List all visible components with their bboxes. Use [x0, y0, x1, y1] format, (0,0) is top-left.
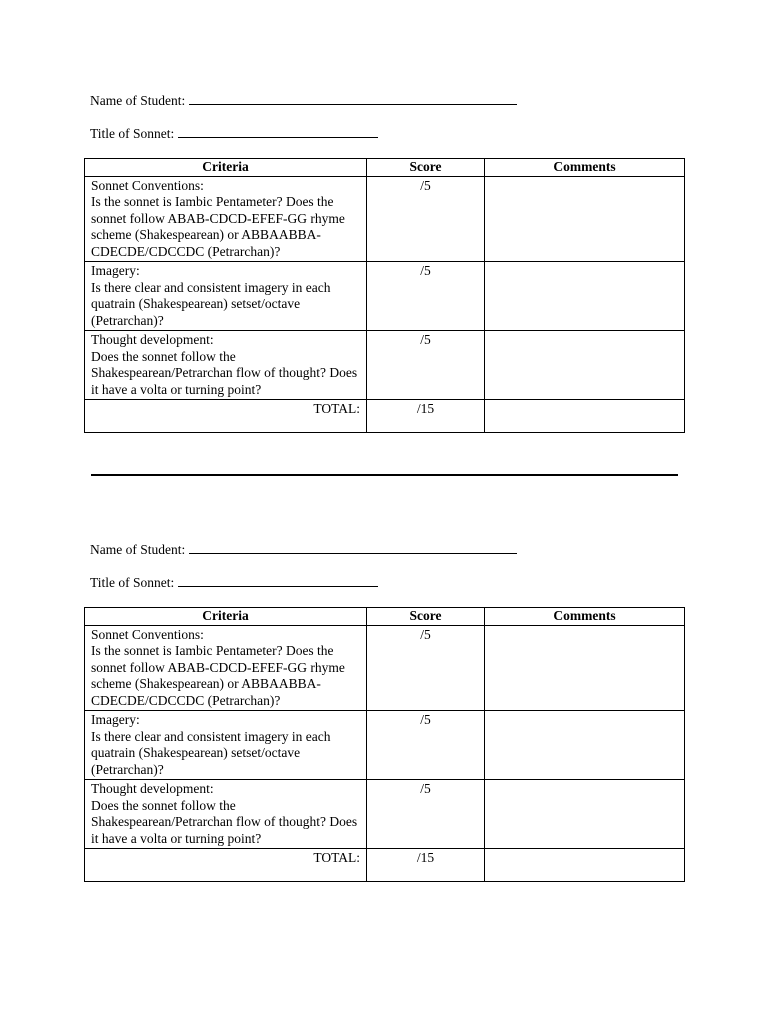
criteria-cell: [85, 176, 367, 262]
criteria-title: Thought development:: [91, 781, 214, 796]
comments-cell[interactable]: [485, 625, 685, 711]
sonnet-title-label: Title of Sonnet:: [90, 575, 175, 590]
criteria-title: Imagery:: [91, 263, 140, 278]
comments-cell[interactable]: [485, 711, 685, 780]
sonnet-title-label: Title of Sonnet:: [90, 126, 175, 141]
table-header-row: [85, 159, 685, 177]
criteria-cell: [85, 780, 367, 849]
total-label: TOTAL:: [85, 400, 367, 433]
criteria-title: Imagery:: [91, 712, 140, 727]
header-criteria: Criteria: [85, 608, 367, 626]
table-row: [85, 262, 685, 331]
criteria-description: Is there clear and consistent imagery in each quatrain (Shakespearean) setset/octave (Petrarchan)?: [91, 728, 331, 777]
student-name-line[interactable]: [189, 541, 517, 554]
total-row: [85, 400, 685, 433]
header-comments: Comments: [485, 608, 685, 626]
total-comments-cell[interactable]: [485, 849, 685, 882]
sonnet-title-field: [90, 125, 378, 142]
student-name-line[interactable]: [189, 92, 517, 105]
table-row: [85, 780, 685, 849]
header-criteria: Criteria: [85, 159, 367, 177]
comments-cell[interactable]: [485, 780, 685, 849]
student-name-field: [90, 92, 517, 109]
criteria-cell: [85, 262, 367, 331]
student-name-field: [90, 541, 517, 558]
rubric-table: [84, 607, 685, 882]
criteria-cell: [85, 711, 367, 780]
table-row: [85, 176, 685, 262]
total-comments-cell[interactable]: [485, 400, 685, 433]
table-row: [85, 711, 685, 780]
score-cell: /5: [367, 711, 485, 780]
score-cell: /5: [367, 176, 485, 262]
student-name-label: Name of Student:: [90, 93, 186, 108]
header-score: Score: [367, 608, 485, 626]
table-row: [85, 625, 685, 711]
student-name-label: Name of Student:: [90, 542, 186, 557]
sonnet-title-line[interactable]: [178, 125, 378, 138]
table-header-row: [85, 608, 685, 626]
comments-cell[interactable]: [485, 262, 685, 331]
criteria-description: Is there clear and consistent imagery in each quatrain (Shakespearean) setset/octave (Petrarchan)?: [91, 279, 331, 328]
score-cell: /5: [367, 331, 485, 400]
rubric-table: [84, 158, 685, 433]
criteria-title: Thought development:: [91, 332, 214, 347]
score-cell: /5: [367, 262, 485, 331]
table-row: [85, 331, 685, 400]
criteria-description: Does the sonnet follow the Shakespearean/Petrarchan flow of thought? Does it have a volta or turning point?: [91, 797, 358, 846]
criteria-title: Sonnet Conventions:: [91, 177, 204, 193]
comments-cell[interactable]: [485, 176, 685, 262]
comments-cell[interactable]: [485, 331, 685, 400]
criteria-cell: [85, 331, 367, 400]
header-comments: Comments: [485, 159, 685, 177]
criteria-description: Is the sonnet is Iambic Pentameter? Does the sonnet follow ABAB-CDCD-EFEF-GG rhyme scheme (Shakespearean) or ABBAABBA-CDECDE/CDCCDC (Petrarchan)?: [91, 194, 345, 259]
score-cell: /5: [367, 780, 485, 849]
criteria-description: Is the sonnet is Iambic Pentameter? Does the sonnet follow ABAB-CDCD-EFEF-GG rhyme scheme (Shakespearean) or ABBAABBA-CDECDE/CDCCDC (Petrarchan)?: [91, 643, 345, 708]
total-score: /15: [367, 849, 485, 882]
sonnet-title-field: [90, 574, 378, 591]
header-score: Score: [367, 159, 485, 177]
section-divider: [91, 474, 678, 476]
score-cell: /5: [367, 625, 485, 711]
total-row: [85, 849, 685, 882]
total-label: TOTAL:: [85, 849, 367, 882]
criteria-description: Does the sonnet follow the Shakespearean/Petrarchan flow of thought? Does it have a volta or turning point?: [91, 348, 358, 397]
total-score: /15: [367, 400, 485, 433]
criteria-cell: [85, 625, 367, 711]
criteria-title: Sonnet Conventions:: [91, 626, 204, 642]
sonnet-title-line[interactable]: [178, 574, 378, 587]
